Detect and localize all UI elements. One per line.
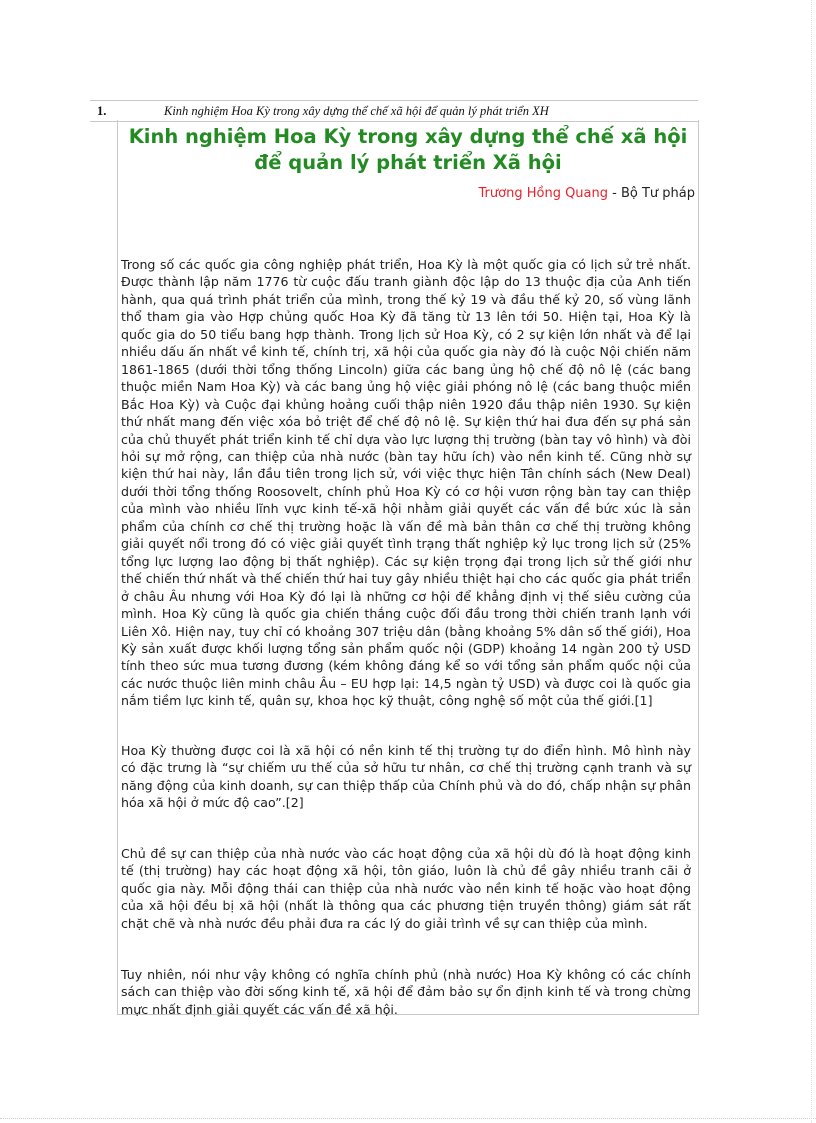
article-box — [117, 120, 699, 1015]
toc-header-row — [90, 100, 698, 122]
paragraph: Chủ đề sự can thiệp của nhà nước vào các hoạt động của xã hội dù đó là hoạt động kinh tế (thị trường) hay các hoạt động xã hội, tôn giáo, luôn là chủ đề gây nhiều tranh cãi ở quốc gia này. Mỗi động thái can thiệp của nhà nước vào nền kinh tế hoặc vào hoạt động của xã hội đều bị xã hội (nhất là thông qua các phương tiện truyền thông) giám sát rất chặt chẽ và nhà nước đều phải đưa ra các lý do giải trình về sự can thiệp của mình. — [121, 846, 691, 931]
section-number: 1. — [97, 104, 107, 118]
paragraph: Trong số các quốc gia công nghiệp phát triển, Hoa Kỳ là một quốc gia có lịch sử trẻ nhất. Được thành lập năm 1776 từ cuộc đấu tranh giành độc lập do 13 thuộc địa của Anh tiến hành, qua quá trình phát triển của mình, trong thế kỷ 19 và đầu thế kỷ 20, số vùng lãnh thổ tham gia vào Hợp chủng quốc Hoa Kỳ đã tăng từ 13 lên tới 50. Hiện tại, Hoa Kỳ là quốc gia do 50 tiểu bang hợp thành. Trong lịch sử Hoa Kỳ, có 2 sự kiện lớn nhất và để lại nhiều dấu ấn nhất về kinh tế, chính trị, xã hội của quốc gia này đó là cuộc Nội chiến năm 1861-1865 (dưới thời tổng thống Lincoln) giữa các bang ủng hộ chế độ nô lệ (các bang thuộc miền Nam Hoa Kỳ) và các bang ủng hộ việc giải phóng nô lệ (các bang thuộc miền Bắc Hoa Kỳ) và Cuộc đại khủng hoảng cuối thập niên 1920 đầu thập niên 1930. Sự kiện thứ nhất mang đến việc xóa bỏ triệt để chế độ nô lệ. Sự kiện thứ hai đưa đến sự phá sản của chủ thuyết phát triển kinh tế chỉ dựa vào lực lượng thị trường (bàn tay vô hình) và đòi hỏi sự mở rộng, can thiệp của nhà nước (bàn tay hữu ích) vào nền kinh tế. Cũng nhờ sự kiện thứ hai này, lần đầu tiên trong lịch sử, với việc thực hiện Tân chính sách (New Deal) dưới thời tổng thống Roosovelt, chính phủ Hoa Kỳ có cơ hội vươn rộng bàn tay can thiệp của mình vào nhiều lĩnh vực kinh tế-xã hội nhằm giải quyết các vấn đề bức xúc là sản phẩm của chính cơ chế thị trường hoặc là vấn đề mà bản thân cơ chế thị trường không giải quyết nổi trong đó có việc giải quyết tình trạng thất nghiệp kỷ lục trong lịch sử (25% tổng lực lượng lao động bị thất nghiệp). Các sự kiện trọng đại trong lịch sử thế giới như thế chiến thứ nhất và thế chiến thứ hai tuy gây nhiều thiệt hại cho các quốc gia phát triển ở châu Âu nhưng với Hoa Kỳ đó lại là những cơ hội để khẳng định vị thế siêu cường của mình. Hoa Kỳ cũng là quốc gia chiến thắng cuộc đối đầu trong thời chiến tranh lạnh với Liên Xô. Hiện nay, tuy chỉ có khoảng 307 triệu dân (bằng khoảng 5% dân số thế giới), Hoa Kỳ sản xuất được khối lượng tổng sản phẩm quốc nội (GDP) khoảng 14 ngàn 200 tỷ USD tính theo sức mua tương đương (kém không đáng kể so với tổng sản phẩm quốc nội của các nước thuộc liên minh châu Âu – EU hợp lại: 14,5 ngàn tỷ USD) và được coi là quốc gia nắm tiềm lực kinh tế, quân sự, khoa học kỹ thuật, công nghệ số một của thế giới.[1] — [121, 257, 691, 709]
author-organization: - Bộ Tư pháp — [608, 186, 695, 201]
author-name: Trương Hồng Quang — [478, 186, 609, 201]
paragraph: Hoa Kỳ thường được coi là xã hội có nền kinh tế thị trường tự do điển hình. Mô hình này có đặc trưng là “sự chiếm ưu thế của sở hữu tư nhân, cơ chế thị trường cạnh tranh và sự năng động của kinh doanh, sự can thiệp thấp của Chính phủ và do đó, chấp nhận sự phân hóa xã hội ở mức độ cao”.[2] — [121, 743, 691, 811]
page-right-edge — [811, 0, 812, 1123]
paragraph: Tuy nhiên, nói như vậy không có nghĩa chính phủ (nhà nước) Hoa Kỳ không có các chính sách can thiệp vào đời sống kinh tế, xã hội để đảm bảo sự ổn định kinh tế và trong chừng mực nhất định giải quyết các vấn đề xã hội. — [121, 967, 691, 1017]
section-heading: Kinh nghiệm Hoa Kỳ trong xây dựng thể chế xã hội để quản lý phát triển XH — [164, 104, 549, 118]
byline — [479, 186, 695, 201]
page-bottom-edge — [0, 1118, 816, 1119]
article-title: Kinh nghiệm Hoa Kỳ trong xây dựng thể chế xã hội để quản lý phát triển Xã hội — [128, 125, 688, 174]
